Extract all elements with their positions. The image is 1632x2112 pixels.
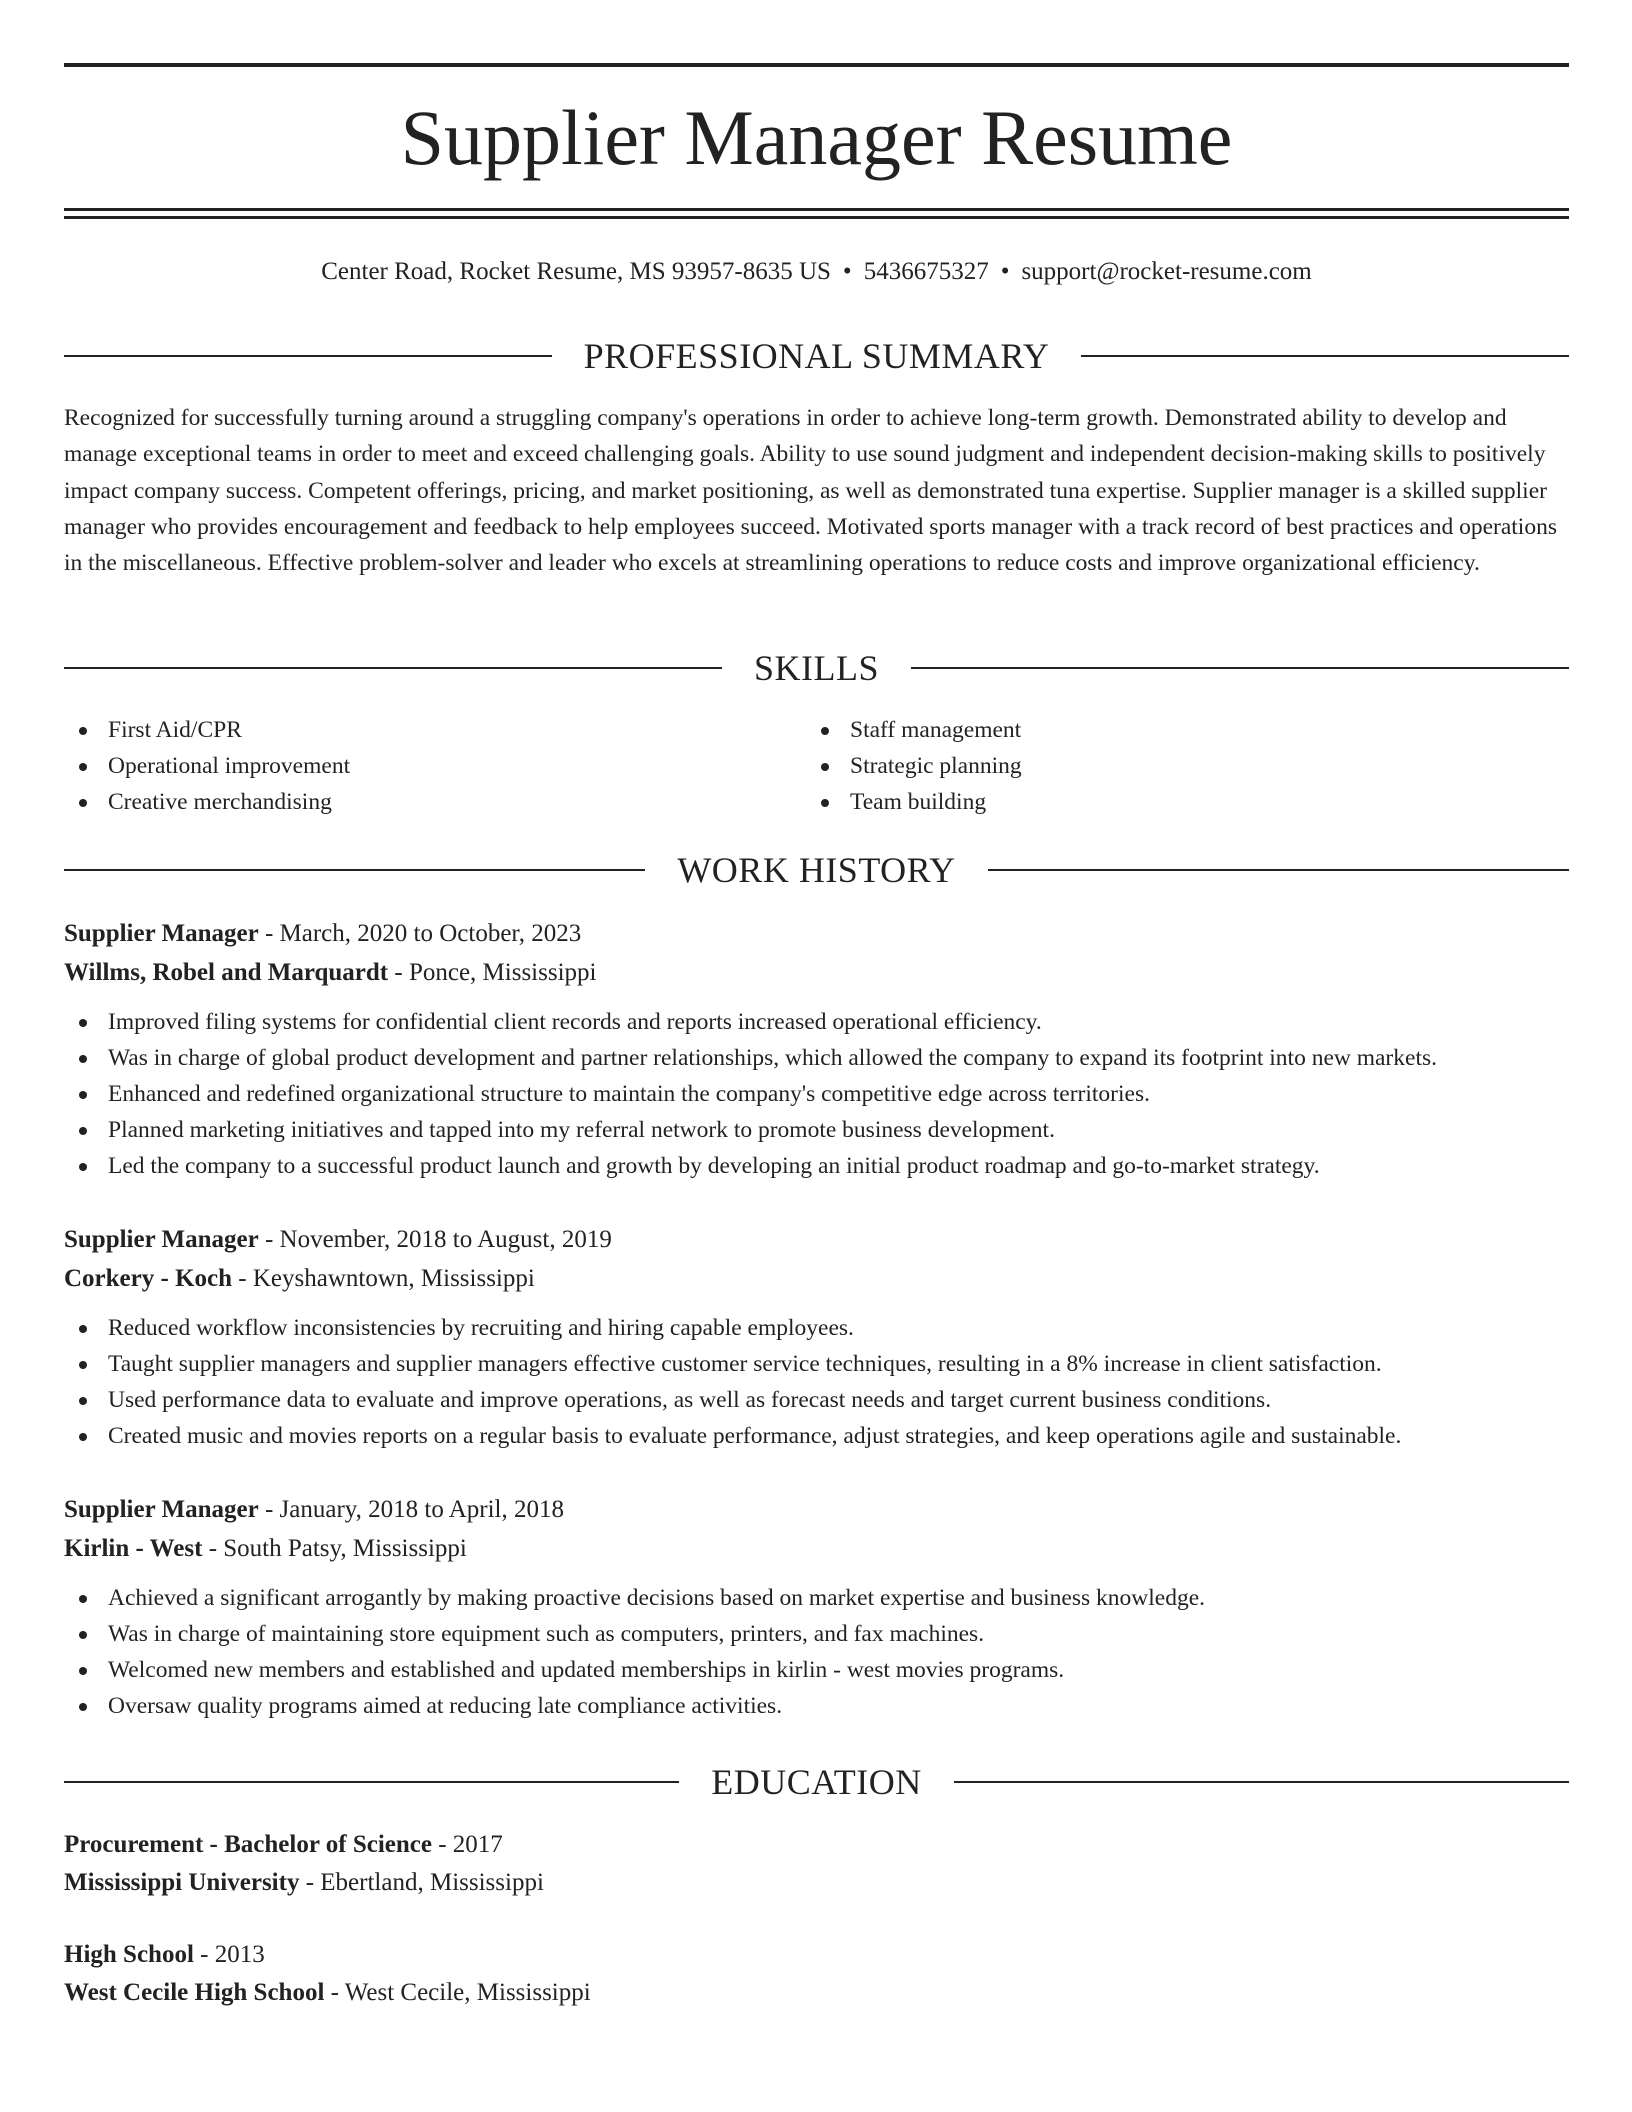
education-degree-line xyxy=(64,1936,1569,1974)
job-bullets xyxy=(64,1580,1569,1724)
education-school-line xyxy=(64,1974,1569,2012)
dash: - xyxy=(200,1941,209,1968)
skill-item: Operational improvement xyxy=(64,748,806,784)
dash: - xyxy=(264,1226,274,1253)
dash: - xyxy=(438,1831,447,1858)
section-heading-skills xyxy=(64,646,1569,690)
skill-item: Strategic planning xyxy=(806,748,1548,784)
job-location: Ponce, Mississippi xyxy=(408,959,597,986)
education-entry xyxy=(64,1826,1569,1902)
education-location: Ebertland, Mississippi xyxy=(320,1869,544,1896)
contact-email: support@rocket-resume.com xyxy=(1021,258,1312,285)
skills-column-left xyxy=(64,712,806,820)
heading-rule xyxy=(911,667,1569,669)
job-bullets xyxy=(64,1004,1569,1184)
education-school: Mississippi University xyxy=(64,1869,300,1896)
job-title-line xyxy=(64,1490,1569,1529)
contact-separator: • xyxy=(1000,258,1010,285)
education-year: 2013 xyxy=(214,1941,265,1968)
job-company-line xyxy=(64,953,1569,992)
job-title-line xyxy=(64,914,1569,953)
heading-rule xyxy=(954,1781,1569,1783)
education-year: 2017 xyxy=(452,1831,503,1858)
dash: - xyxy=(264,920,274,947)
job-dates: March, 2020 to October, 2023 xyxy=(279,920,582,947)
job-bullet: Created music and movies reports on a regular basis to evaluate performance, adjust strategies, and keep operations agile and sustainable. xyxy=(64,1418,1569,1454)
section-title: PROFESSIONAL SUMMARY xyxy=(583,336,1050,376)
job-bullet: Reduced workflow inconsistencies by recruiting and hiring capable employees. xyxy=(64,1310,1569,1346)
job-bullets xyxy=(64,1310,1569,1454)
skill-item: Creative merchandising xyxy=(64,784,806,820)
job-bullet: Was in charge of global product development and partner relationships, which allowed the company to expand its footprint into new markets. xyxy=(64,1040,1569,1076)
heading-rule xyxy=(64,1781,679,1783)
job-company-line xyxy=(64,1529,1569,1568)
heading-rule xyxy=(988,869,1569,871)
job-title: Supplier Manager xyxy=(64,1226,259,1253)
job-bullet: Taught supplier managers and supplier managers effective customer service techniques, resulting in a 8% increase in client satisfaction. xyxy=(64,1346,1569,1382)
contact-phone: 5436675327 xyxy=(863,258,989,285)
education-school-line xyxy=(64,1864,1569,1902)
skill-item: Staff management xyxy=(806,712,1548,748)
contact-separator: • xyxy=(842,258,852,285)
job-company-line xyxy=(64,1259,1569,1298)
job-location: Keyshawntown, Mississippi xyxy=(252,1265,535,1292)
job-entry xyxy=(64,1490,1569,1724)
education-location: West Cecile, Mississippi xyxy=(344,1979,591,2006)
job-title: Supplier Manager xyxy=(64,1496,259,1523)
job-bullet: Improved filing systems for confidential client records and reports increased operational efficiency. xyxy=(64,1004,1569,1040)
title-rule-lower xyxy=(64,216,1569,219)
job-dates: January, 2018 to April, 2018 xyxy=(279,1496,564,1523)
skills-column-right xyxy=(806,712,1548,820)
job-entry xyxy=(64,1220,1569,1454)
dash: - xyxy=(330,1979,339,2006)
top-rule xyxy=(64,63,1569,67)
job-dates: November, 2018 to August, 2019 xyxy=(279,1226,612,1253)
section-title: SKILLS xyxy=(754,648,880,688)
education-school: West Cecile High School xyxy=(64,1979,325,2006)
dash: - xyxy=(264,1496,274,1523)
summary-text: Recognized for successfully turning around a struggling company's operations in order to achieve long-term growth. Demonstrated ability to develop and manage exceptional teams in order to meet and exceed challenging goals. Ability to use sound judgment and independent decision-making skills to positively impact company success. Competent offerings, pricing, and market positioning, as well as demonstrated tuna expertise. Supplier manager is a skilled supplier manager who provides encouragement and feedback to help employees succeed. Motivated sports manager with a track record of best practices and operations in the miscellaneous. Effective problem-solver and leader who excels at streamlining operations to reduce costs and improve organizational efficiency. xyxy=(64,405,1557,577)
job-location: South Patsy, Mississippi xyxy=(223,1535,467,1562)
job-bullet: Planned marketing initiatives and tapped into my referral network to promote business development. xyxy=(64,1112,1569,1148)
contact-line xyxy=(64,256,1569,288)
skill-item: First Aid/CPR xyxy=(64,712,806,748)
job-entry xyxy=(64,914,1569,1184)
section-heading-summary xyxy=(64,334,1569,378)
heading-rule xyxy=(64,667,722,669)
dash: - xyxy=(394,959,403,986)
contact-address: Center Road, Rocket Resume, MS 93957-8635 US xyxy=(321,258,831,285)
job-company: Kirlin - West xyxy=(64,1535,203,1562)
heading-rule xyxy=(64,355,552,357)
education-degree-line xyxy=(64,1826,1569,1864)
job-company: Willms, Robel and Marquardt xyxy=(64,959,389,986)
skill-item: Team building xyxy=(806,784,1548,820)
title-rule-upper xyxy=(64,208,1569,211)
job-bullet: Used performance data to evaluate and improve operations, as well as forecast needs and target current business conditions. xyxy=(64,1382,1569,1418)
section-title: WORK HISTORY xyxy=(677,850,956,890)
dash: - xyxy=(238,1265,247,1292)
job-bullet: Enhanced and redefined organizational structure to maintain the company's competitive edge across territories. xyxy=(64,1076,1569,1112)
job-bullet: Was in charge of maintaining store equipment such as computers, printers, and fax machines. xyxy=(64,1616,1569,1652)
heading-rule xyxy=(1081,355,1569,357)
job-bullet: Achieved a significant arrogantly by making proactive decisions based on market expertise and business knowledge. xyxy=(64,1580,1569,1616)
dash: - xyxy=(208,1535,218,1562)
skills-list xyxy=(64,712,1569,820)
job-company: Corkery - Koch xyxy=(64,1265,233,1292)
page-title: Supplier Manager Resume xyxy=(400,94,1233,181)
job-bullet: Oversaw quality programs aimed at reducing late compliance activities. xyxy=(64,1688,1569,1724)
section-title: EDUCATION xyxy=(711,1762,922,1802)
section-heading-work xyxy=(64,848,1569,892)
job-bullet: Welcomed new members and established and updated memberships in kirlin - west movies programs. xyxy=(64,1652,1569,1688)
education-degree: High School xyxy=(64,1941,194,1968)
education-degree: Procurement - Bachelor of Science xyxy=(64,1831,432,1858)
job-title-line xyxy=(64,1220,1569,1259)
heading-rule xyxy=(64,869,645,871)
section-heading-education xyxy=(64,1760,1569,1804)
job-bullet: Led the company to a successful product launch and growth by developing an initial product roadmap and go-to-market strategy. xyxy=(64,1148,1569,1184)
job-title: Supplier Manager xyxy=(64,920,259,947)
dash: - xyxy=(305,1869,315,1896)
education-entry xyxy=(64,1936,1569,2012)
